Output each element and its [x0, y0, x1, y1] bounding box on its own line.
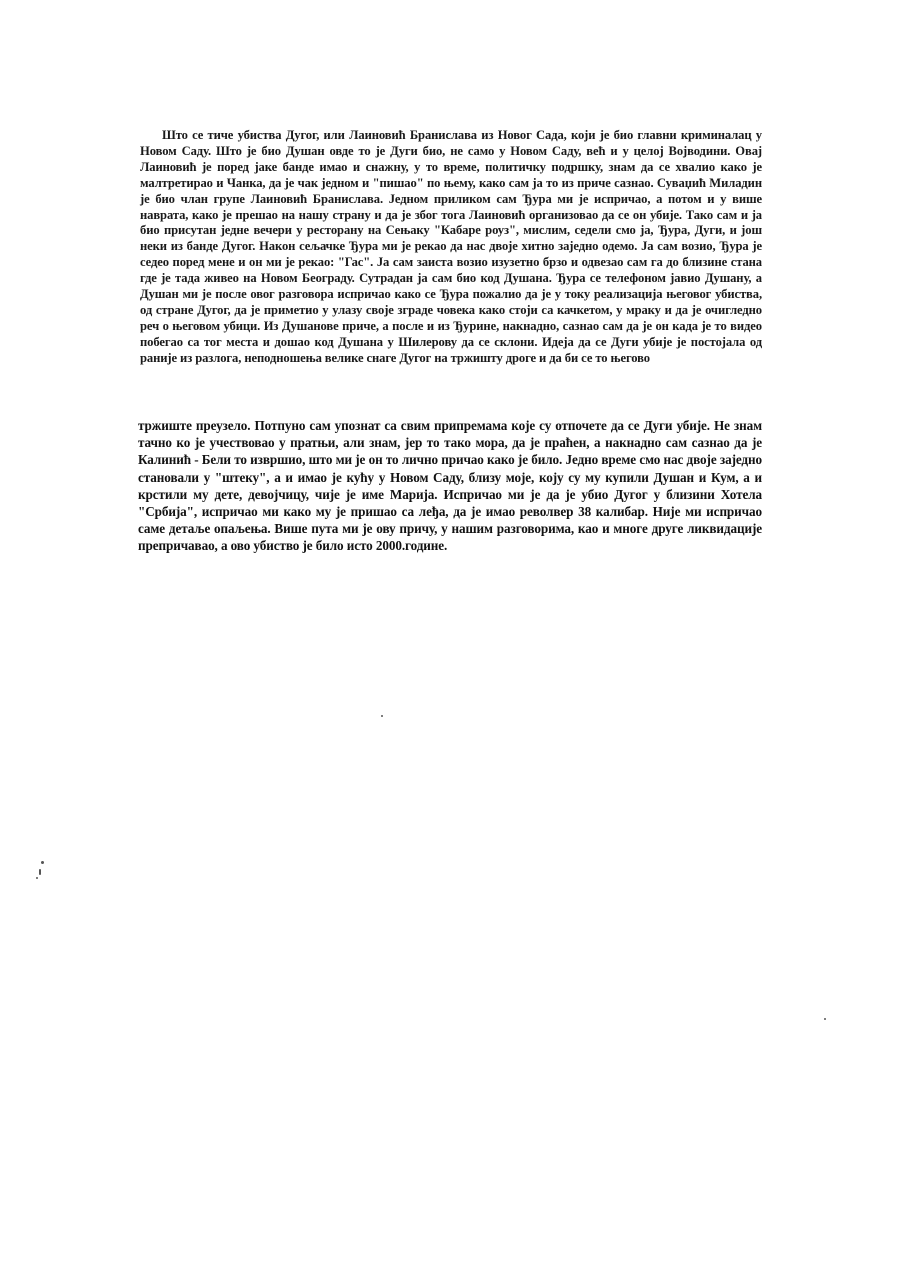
scan-speck	[824, 1018, 826, 1020]
paragraph-1-text: Што се тиче убиства Дугог, или Лаиновић Бранислава из Новог Сада, који је био главни криминалац у Новом Саду. Што је био Душан овде то је Дуги био, не само у Новом Саду, већ и у целој Војводини. Овај Лаиновић је поред јаке банде имао и снажну, у то време, политичку подршку, знам да се хвалио како је малтретирао и Чанка, да је чак једном и "пишао" по њему, како сам ја то из приче сазнао. Суваџић Миладин је био члан групе Лаиновић Бранислава. Једном приликом сам Ђура ми је испричао, а потом и у више наврата, како је прешао на нашу страну и да је због тога Лаиновић организовао да се он убије. Тако сам и ја био присутан једне вечери у ресторану на Сењаку "Кабаре роуз", мислим, седели смо ја, Ђура, Дуги, и још неки из банде Дугог. Након сељачке Ђура ми је рекао да нас двоје хитно заједно одемо. Ја сам возио, Ђура је седео поред мене и он ми је рекао: "Гас". Ја сам заиста возио изузетно брзо и одвезао сам га до близине стана где је тада живео на Новом Београду. Сутрадан ја сам био код Душана. Ђура се телефоном јавио Душану, а Душан ми је после овог разговора испричао како се Ђура пожалио да је у току реализација његовог убиства, од стране Дугог, да је приметио у улазу своје зграде човека како стоји са качкетом, у мраку и да је очигледно реч о његовом убици. Из Душанове приче, а после и из Ђурине, накнадно, сазнао сам да је он када је то видео побегао са тог места и дошао код Душана у Шилерову да се склони. Идеја да се Дуги убије је постојала од раније из разлога, неподношења велике снаге Дугог на тржишту дроге и да би се то његово	[140, 128, 762, 365]
scan-speck	[381, 715, 383, 717]
scan-speck	[36, 877, 38, 879]
scan-speck	[39, 869, 41, 875]
scan-speck	[41, 861, 44, 864]
paragraph-2	[138, 417, 762, 555]
paragraph-2-text: тржиште преузело. Потпуно сам упознат са свим припремама које су отпочете да се Дуги убије. Не знам тачно ко је учествовао у пратњи, али знам, јер то тако мора, да је праћен, а накнадно сам сазнао да је Калинић - Бели то извршио, што ми је он то лично причао како је било. Једно време смо нас двоје заједно становали у "штеку", а и имао је кућу у Новом Саду, близу моје, коју су му купили Душан и Кум, а и крстили му дете, девојчицу, чије је име Марија. Испричао ми је да је убио Дугог у близини Хотела "Србија", испричао ми како му је пришао са леђа, да је имао револвер 38 калибар. Није ми испричао саме детаље опаљења. Више пута ми је ову причу, у нашим разговорима, као и многе друге ликвидације препричавао, а ово убиство је било исто 2000.године.	[138, 418, 762, 554]
paragraph-1	[140, 128, 762, 367]
